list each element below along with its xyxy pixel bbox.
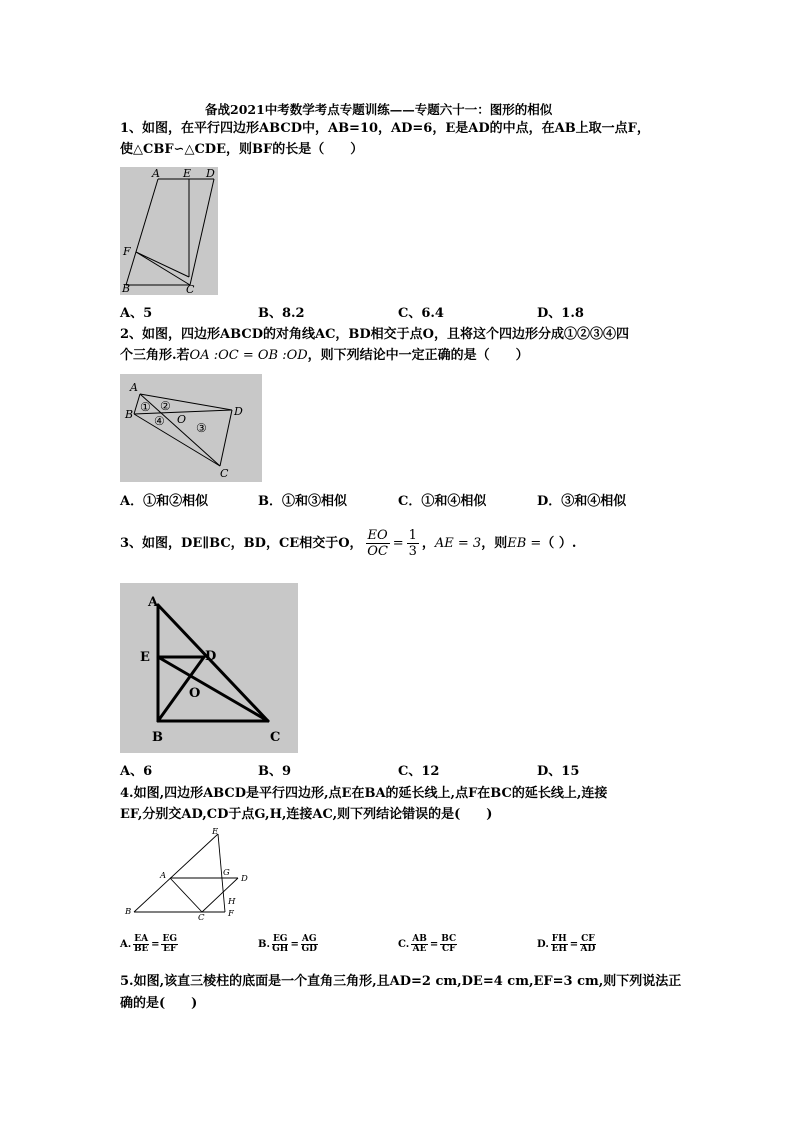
q3-label-a: A — [148, 595, 159, 610]
q4-b-n1: EG — [272, 934, 288, 944]
q4-d-d1: EH — [551, 944, 567, 954]
q4-c-eq: = — [429, 939, 439, 950]
q3-option-a[interactable]: A、6 — [120, 764, 153, 779]
q4-text-line1: 4.如图,四边形ABCD是平行四边形,点E在BA的延长线上,点F在BC的延长线上,连接 — [120, 786, 608, 801]
q1-label-c: C — [186, 283, 195, 295]
q4-d-n2: CF — [581, 934, 595, 944]
q2-label-a: A — [130, 381, 138, 394]
q3-text-then: ，则 — [481, 536, 508, 551]
q2-region-2: ② — [160, 399, 171, 413]
q3-frac2-den: 3 — [408, 544, 417, 559]
q2-option-b[interactable]: B．①和③相似 — [258, 494, 347, 509]
q1-label-d: D — [206, 167, 215, 180]
q4-option-b-frac1 — [272, 935, 289, 954]
q4-c-n2: BC — [441, 934, 457, 944]
q4-option-c-frac1 — [411, 935, 428, 954]
q2-label-d: D — [234, 405, 243, 418]
q3-label-c: C — [270, 730, 281, 745]
q4-label-b: B — [125, 907, 132, 917]
q2-figure — [120, 374, 262, 482]
q1-text-line2: 使△CBF∽△CDE，则BF的长是（ ） — [120, 142, 364, 157]
q2-label-b: B — [125, 408, 134, 421]
q2-text-line1: 2、如图，四边形ABCD的对角线AC，BD相交于点O，且将这个四边形分成①②③④四 — [120, 327, 629, 342]
q4-c-d2: CF — [441, 944, 456, 954]
q3-figure — [120, 583, 298, 753]
q4-option-d-frac1 — [551, 935, 568, 954]
q1-label-b: B — [122, 282, 131, 295]
q4-b-n2: AG — [301, 934, 317, 944]
q3-frac2-num: 1 — [408, 528, 417, 543]
q4-a-d2: EF — [163, 944, 177, 954]
q4-option-d[interactable] — [537, 933, 598, 957]
q1-label-a: A — [152, 167, 160, 180]
q2-text-line2 — [120, 348, 529, 364]
q1-option-c[interactable]: C、6.4 — [398, 306, 444, 321]
q3-option-d[interactable]: D、15 — [537, 764, 580, 779]
q3-label-b: B — [152, 730, 163, 745]
q3-label-o: O — [189, 686, 201, 701]
q4-d-n1: FH — [551, 934, 567, 944]
q3-comma: ， — [421, 536, 435, 551]
q4-option-d-letter: D. — [537, 939, 549, 950]
q3-fraction-one-third — [407, 528, 419, 559]
q1-label-e: E — [183, 167, 192, 180]
q4-d-d2: AD — [580, 944, 596, 954]
q4-text-line2: EF,分别交AD,CD于点G,H,连接AC,则下列结论错误的是( ) — [120, 807, 493, 822]
q4-label-a: A — [160, 871, 167, 881]
q4-option-c-letter: C. — [398, 939, 410, 950]
q2-ratio-math: OA :OC = OB :OD — [189, 348, 308, 363]
q3-equals: = — [392, 536, 404, 551]
q2-line2-post: ，则下列结论中一定正确的是（ ） — [307, 348, 529, 363]
q4-b-eq: = — [290, 939, 299, 950]
q4-option-b-letter: B. — [258, 939, 270, 950]
q4-label-c: C — [198, 913, 205, 920]
q4-c-d1: AE — [412, 944, 427, 954]
q2-option-c[interactable]: C．①和④相似 — [398, 494, 487, 509]
q3-frac-num: EO — [367, 528, 388, 543]
q2-label-o: O — [177, 413, 187, 426]
q4-a-n2: EG — [162, 934, 178, 944]
q1-text-line1: 1、如图，在平行四边形ABCD中，AB=10，AD=6，E是AD的中点，在AB上取一点F， — [120, 121, 650, 136]
q3-text-pre: 3、如图，DE∥BC，BD，CE相交于O， — [120, 536, 363, 551]
q4-a-eq: = — [151, 939, 160, 950]
q4-option-c-frac2 — [440, 935, 457, 954]
q1-label-f: F — [123, 245, 131, 258]
q4-label-g: G — [223, 868, 230, 878]
q4-label-h: H — [228, 897, 236, 907]
q3-text-post: （ ）. — [541, 536, 577, 551]
q3-fraction-eo-oc — [366, 528, 390, 559]
q2-region-3: ③ — [196, 421, 207, 435]
q4-a-n1: EA — [134, 934, 149, 944]
q4-label-d: D — [241, 874, 248, 884]
q4-d-eq: = — [569, 939, 579, 950]
q4-option-d-frac2 — [580, 935, 596, 954]
q1-option-a[interactable]: A、5 — [120, 306, 153, 321]
page-title: 备战2021中考数学考点专题训练——专题六十一：图形的相似 — [205, 102, 553, 117]
q3-label-d: D — [205, 649, 217, 664]
q2-region-1: ① — [140, 400, 151, 414]
q1-option-d[interactable]: D、1.8 — [537, 306, 584, 321]
q5-text-line2: 确的是( ) — [120, 996, 198, 1011]
q1-option-b[interactable]: B、8.2 — [258, 306, 305, 321]
q2-option-d[interactable]: D．③和④相似 — [537, 494, 627, 509]
q4-figure — [120, 828, 260, 920]
q4-option-a-letter: A. — [120, 939, 132, 950]
q4-b-d1: GH — [272, 944, 289, 954]
q3-label-e: E — [140, 650, 150, 665]
q5-text-line1: 5.如图,该直三棱柱的底面是一个直角三角形,且AD=2 cm,DE=4 cm,EF=3 cm,则下列说法正 — [120, 974, 682, 989]
q4-option-a-frac1 — [133, 935, 149, 954]
q4-b-d2: GD — [301, 944, 317, 954]
q3-option-c[interactable]: C、12 — [398, 764, 440, 779]
q4-a-d1: BE — [133, 944, 149, 954]
q4-option-a[interactable] — [120, 933, 180, 957]
q4-label-f: F — [228, 909, 234, 919]
q3-ae-value: AE = 3 — [434, 536, 482, 551]
q2-line2-pre: 个三角形.若 — [120, 348, 190, 363]
q2-option-a[interactable]: A．①和②相似 — [120, 494, 209, 509]
q1-figure — [120, 167, 218, 295]
q4-option-b-frac2 — [301, 935, 318, 954]
q3-option-b[interactable]: B、9 — [258, 764, 292, 779]
q3-text — [120, 524, 576, 564]
q4-c-n1: AB — [412, 934, 427, 944]
q3-frac-den: OC — [367, 544, 388, 559]
q4-option-c[interactable] — [398, 933, 459, 957]
q4-option-b[interactable] — [258, 933, 320, 957]
q2-label-c: C — [220, 467, 229, 480]
q3-eb-expr: EB = — [507, 536, 542, 551]
q4-label-e: E — [212, 828, 219, 837]
q2-region-4: ④ — [154, 414, 165, 428]
q4-option-a-frac2 — [161, 935, 178, 954]
